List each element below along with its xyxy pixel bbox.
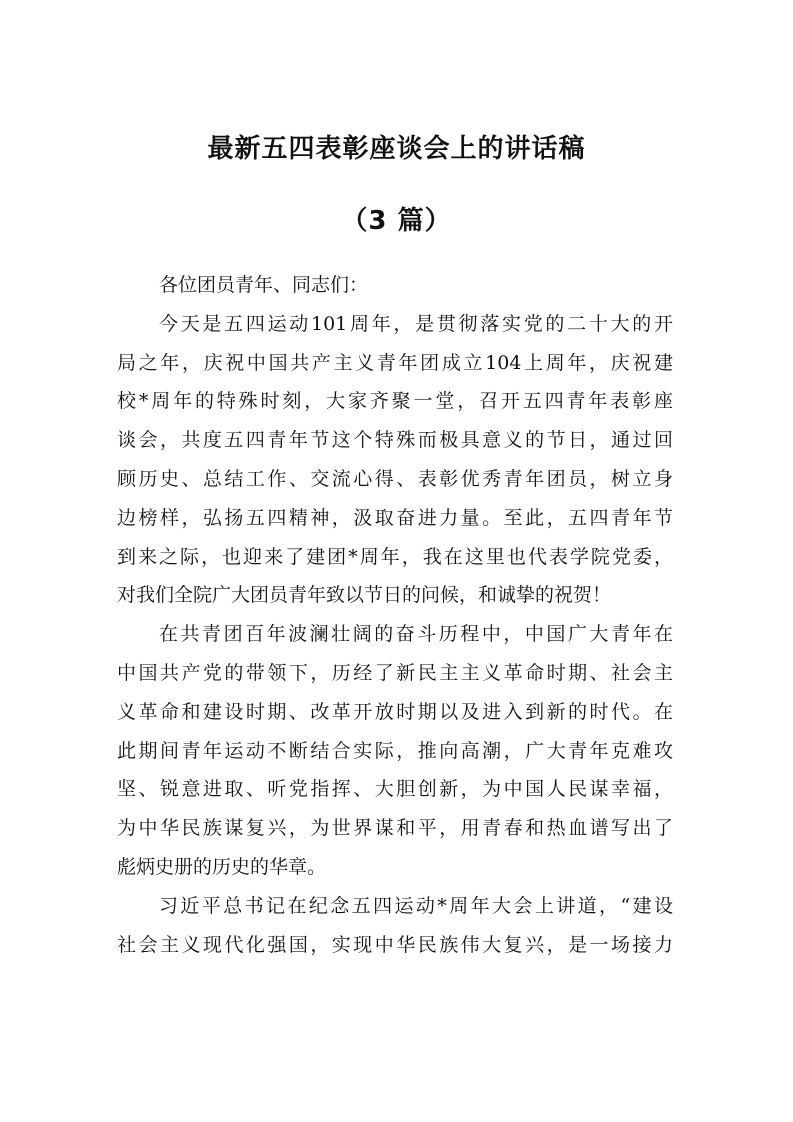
text-line: 习近平总书记在纪念五四运动*周年大会上讲道，“建设 [159, 894, 673, 917]
text-line: 义革命和建设时期、改革开放时期以及进入到新的时代。在 [117, 700, 673, 723]
paragraph-greeting [117, 266, 673, 305]
paragraph-opening [117, 305, 673, 615]
text-line: 今天是五四运动101周年，是贯彻落实党的二十大的开 [159, 312, 673, 335]
text-line: 中国共产党的带领下，历经了新民主主义革命时期、社会主 [117, 661, 673, 684]
text-line: 谈会，共度五四青年节这个特殊而极具意义的节日，通过回 [117, 429, 673, 452]
document-body [117, 266, 673, 964]
text-line: 各位团员青年、同志们： [159, 274, 369, 296]
document-title: 最新五四表彰座谈会上的讲话稿 [207, 134, 586, 164]
document-subtitle: （3 篇） [341, 206, 452, 236]
text-line: 边榜样，弘扬五四精神，汲取奋进力量。至此，五四青年节 [117, 506, 673, 529]
text-line: 为中华民族谋复兴，为世界谋和平，用青春和热血谱写出了 [117, 817, 673, 840]
text-line: 对我们全院广大团员青年致以节日的问候，和诚挚的祝贺！ [117, 584, 612, 607]
text-line: 社会主义现代化强国，实现中华民族伟大复兴，是一场接力 [117, 933, 673, 956]
text-line: 到来之际，也迎来了建团*周年，我在这里也代表学院党委， [117, 545, 673, 568]
text-line: 彪炳史册的历史的华章。 [117, 855, 327, 878]
text-line: 坚、锐意进取、听党指挥、大胆创新，为中国人民谋幸福， [117, 778, 673, 801]
text-line: 局之年，庆祝中国共产主义青年团成立104上周年，庆祝建 [117, 351, 673, 374]
paragraph-quote [117, 887, 673, 965]
text-line: 此期间青年运动不断结合实际，推向高潮，广大青年克难攻 [117, 739, 673, 762]
text-line: 校*周年的特殊时刻，大家齐聚一堂，召开五四青年表彰座 [117, 390, 673, 413]
paragraph-history [117, 615, 673, 887]
text-line: 在共青团百年波澜壮阔的奋斗历程中，中国广大青年在 [159, 623, 673, 646]
text-line: 顾历史、总结工作、交流心得、表彰优秀青年团员，树立身 [117, 467, 673, 490]
